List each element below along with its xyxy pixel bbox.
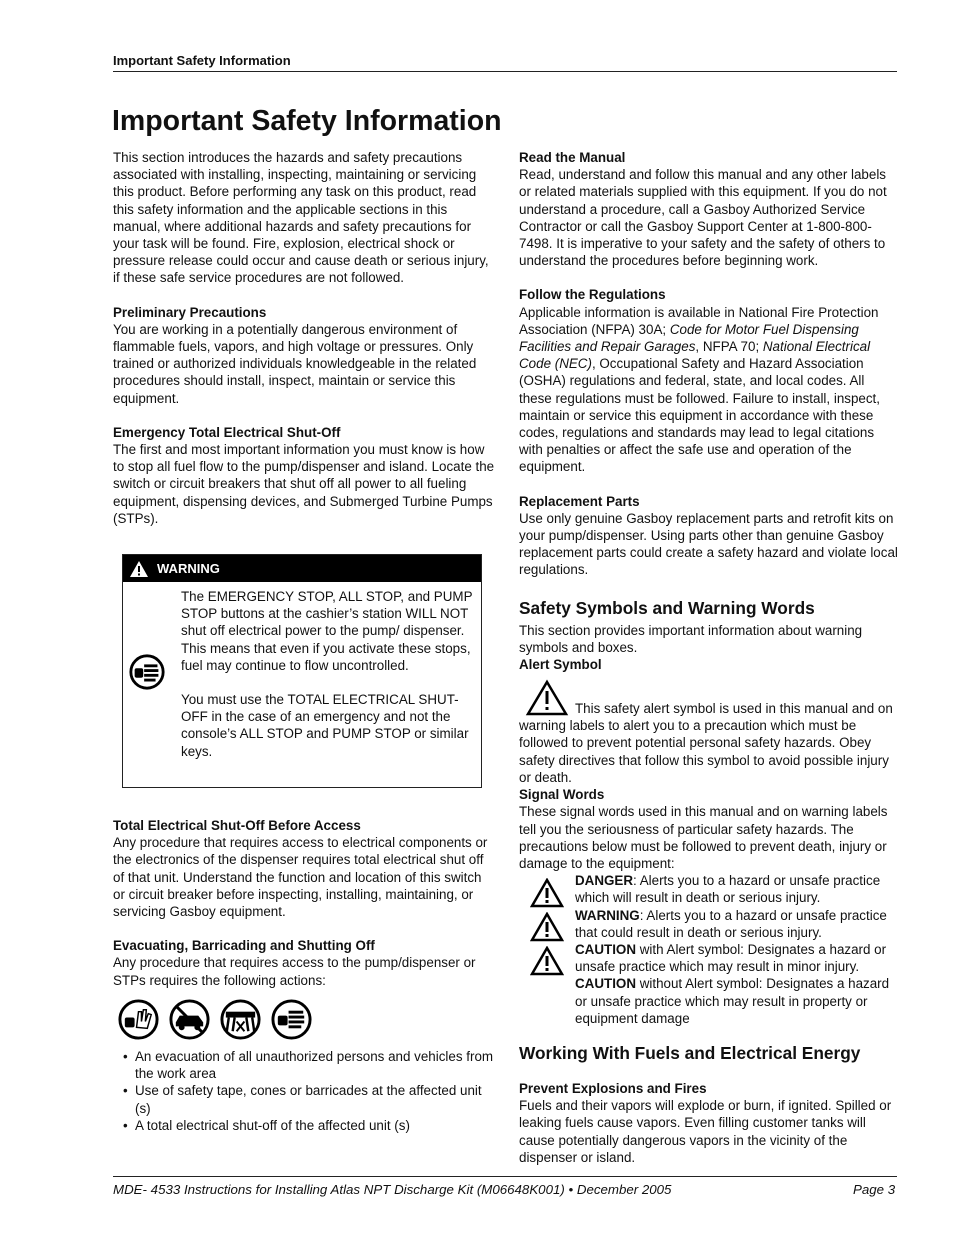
total-shutoff-body: Any procedure that requires access to electrical components or the electronics of the dispenser requires total electrical shut off of that unit. Understand the function and location of this switch or circuit breaker before inspecting, installing, maintaining, or servicing Gasboy equipment. xyxy=(113,835,488,920)
list-item: • An evacuation of all unauthorized persons and vehicles from the work area xyxy=(113,1048,495,1082)
preliminary-heading: Preliminary Precautions xyxy=(113,304,267,320)
hand-on-switch-icon xyxy=(128,653,166,691)
warning-label: WARNING xyxy=(157,560,220,576)
signal-words-heading: Signal Words xyxy=(519,787,605,803)
no-persons-icon xyxy=(117,998,160,1041)
alert-symbol-text: This safety alert symbol is used in this manual and on warning labels to alert you to a precaution which must be followed to prevent potential personal safety hazards. Obey safety directives that follow this symbol to avoid possible injury or death. xyxy=(519,701,893,785)
no-vehicles-icon xyxy=(168,998,211,1041)
caution-word: CAUTION xyxy=(575,976,636,992)
warning-paragraph-2: You must use the TOTAL ELECTRICAL SHUT-OFF in the case of an emergency and not the console’s ALL STOP and PUMP STOP or similar keys. xyxy=(181,692,469,759)
replacement-parts-heading: Replacement Parts xyxy=(519,493,640,509)
caution-with-text: with Alert symbol: Designates a hazard or unsafe practice which may result in minor injury. xyxy=(575,941,887,975)
warning-word: WARNING xyxy=(575,907,640,923)
page-title: Important Safety Information xyxy=(112,105,502,137)
footer-rule xyxy=(113,1176,897,1177)
danger-definition xyxy=(575,872,899,906)
action-bullet-list xyxy=(113,1048,495,1134)
regulations-text: Applicable information is available in National Fire Protection Association (NFPA) 30A; xyxy=(519,304,879,337)
read-manual-heading: Read the Manual xyxy=(519,150,626,165)
alert-triangle-icon xyxy=(129,560,149,578)
fuels-heading: Working With Fuels and Electrical Energy xyxy=(519,1042,861,1063)
footer-document-info: MDE- 4533 Instructions for Installing Atlas NPT Discharge Kit (M06648K001) • December 2005 xyxy=(113,1182,672,1197)
warning-alert-icon xyxy=(530,912,564,942)
header-rule xyxy=(113,71,897,72)
left-column xyxy=(113,149,495,527)
regulations-body xyxy=(519,304,899,476)
regulations-text: , Occupational Safety and Hazard Association (OSHA) regulations and federal, state, and local codes. All these regulations must be followed. Failure to install, inspect, maintain or service this equipment in accordance with these codes, regulations and standards may lead to legal citations with penalties or affect the safe use and operation of the equipment. xyxy=(519,356,880,475)
caution-with-definition xyxy=(575,941,899,975)
total-shutoff-heading: Total Electrical Shut-Off Before Access xyxy=(113,818,361,833)
alert-symbol-body xyxy=(519,679,899,786)
caution-without-text: without Alert symbol: Designates a hazard or unsafe practice which may result in property or equipment damage xyxy=(575,976,890,1026)
evacuating-heading: Evacuating, Barricading and Shutting Off xyxy=(113,938,375,954)
emergency-body: The first and most important information you must know is how to stop all fuel flow to the pump/dispenser and island. Locate the switch or circuit breakers that shut off all power to all fueling equipment, dispensing devices, and Submerged Turbine Pumps (STPs). xyxy=(113,442,495,526)
intro-paragraph: This section introduces the hazards and safety precautions associated with installing, inspecting, maintaining or servicing this product. Before performing any task on this product, read this safety information and the applicable sections in this manual, where additional hazards and safety precautions for your task will be found. Fire, explosion, electrical shock or pressure release could occur and cause death or serious injury, if these safe service procedures are not followed. xyxy=(113,150,489,286)
action-icons-row xyxy=(117,998,313,1041)
barricade-icon xyxy=(219,998,262,1041)
safety-symbols-heading: Safety Symbols and Warning Words xyxy=(519,597,815,618)
warning-box xyxy=(122,554,482,788)
warning-header xyxy=(123,555,481,582)
regulations-heading: Follow the Regulations xyxy=(519,287,666,303)
alert-symbol-heading: Alert Symbol xyxy=(519,657,602,673)
list-item: • Use of safety tape, cones or barricades at the affected unit (s) xyxy=(113,1082,495,1116)
emergency-heading: Emergency Total Electrical Shut-Off xyxy=(113,424,341,440)
left-column-lower xyxy=(113,817,495,989)
bullets-block xyxy=(113,1048,495,1134)
danger-text: : Alerts you to a hazard or unsafe practice which will result in death or serious injury. xyxy=(575,873,881,906)
list-item: • A total electrical shut-off of the affected unit (s) xyxy=(113,1117,495,1134)
signal-definitions xyxy=(575,872,899,1027)
warning-text: : Alerts you to a hazard or unsafe practice that could result in death or serious injury. xyxy=(575,907,887,940)
safety-alert-triangle-icon xyxy=(525,679,569,717)
signal-icons xyxy=(519,872,575,1027)
regulations-text: , NFPA 70; xyxy=(695,339,763,355)
danger-word: DANGER xyxy=(575,873,634,889)
electrical-shutoff-icon xyxy=(270,998,313,1041)
explosions-body: Fuels and their vapors will explode or burn, if ignited. Spilled or leaking fuels cause vapors. Even filling customer tanks will cause potentially dangerous vapors in the vicinity of the dispenser or island. xyxy=(519,1098,892,1165)
preliminary-body: You are working in a potentially dangerous environment of flammable fuels, vapors, and high voltage or pressures. Only trained or authorized individuals knowledgeable in the related procedures should install, inspect, maintain or service this equipment. xyxy=(113,321,477,406)
regulations-code-title: Code for Motor Fuel Dispensing Facilities and Repair Garages xyxy=(519,321,859,355)
page-number: Page 3 xyxy=(853,1182,896,1197)
signal-words-list xyxy=(519,872,899,1027)
replacement-parts-body: Use only genuine Gasboy replacement parts and retrofit kits on your pump/dispenser. Using parts other than genuine Gasboy replacement parts could create a safety hazard and violate local regulations. xyxy=(519,510,898,578)
warning-paragraph-1: The EMERGENCY STOP, ALL STOP, and PUMP STOP buttons at the cashier’s station WILL NOT shut off electrical power to the pump/ dispenser. This means that even if you activate these stops, fuel may continue to flow uncontrolled. xyxy=(181,589,473,673)
warning-body xyxy=(181,588,479,760)
regulations-nec-title: National Electrical Code (NEC) xyxy=(519,339,871,372)
warning-definition xyxy=(575,907,899,941)
running-header: Important Safety Information xyxy=(113,53,291,68)
signal-words-body: These signal words used in this manual and on warning labels tell you the seriousness of particular safety hazards. The precautions below must be followed to prevent death, injury or damage to the equipment: xyxy=(519,804,888,871)
explosions-heading: Prevent Explosions and Fires xyxy=(519,1080,707,1096)
caution-word: CAUTION xyxy=(575,941,636,957)
right-column xyxy=(519,149,899,1166)
danger-alert-icon xyxy=(530,878,564,908)
caution-without-definition xyxy=(575,975,899,1027)
read-manual-body: Read, understand and follow this manual and any other labels or related materials supplied with this equipment. If you do not understand a procedure, call a Gasboy Authorized Service Contractor or call the Gasboy Support Center at 1-800-800-7498. It is imperative to your safety and the safety of others to understand the procedures before beginning work. xyxy=(519,167,887,269)
caution-alert-icon xyxy=(530,946,564,976)
safety-symbols-body: This section provides important information about warning symbols and boxes. xyxy=(519,622,863,655)
evacuating-body: Any procedure that requires access to the pump/dispenser or STPs requires the following actions: xyxy=(113,955,476,988)
